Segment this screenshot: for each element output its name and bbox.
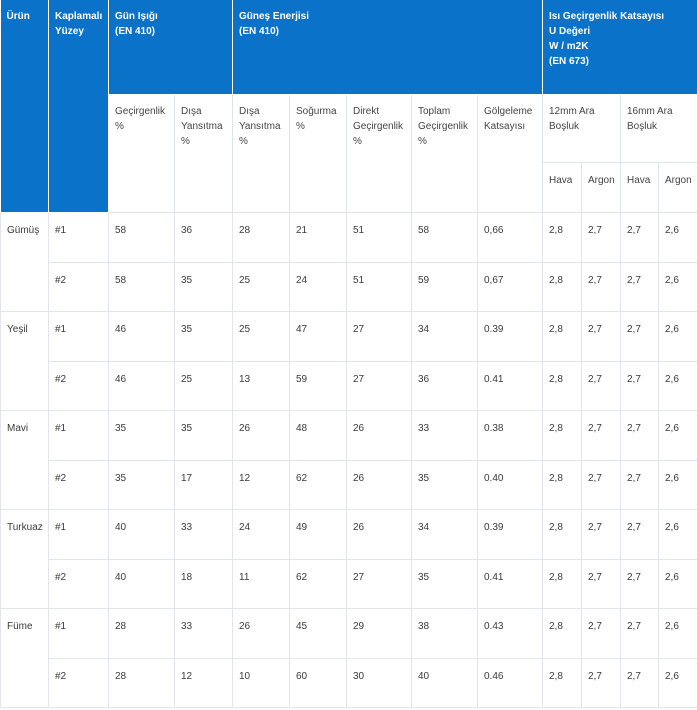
table-row xyxy=(1,460,697,509)
table-cell: 27 xyxy=(347,311,412,361)
table-cell: 21 xyxy=(290,212,347,262)
table-cell: 30 xyxy=(347,658,412,707)
table-cell: 35 xyxy=(175,410,233,460)
table-cell: 2,8 xyxy=(543,212,582,262)
table-cell: 18 xyxy=(175,559,233,608)
table-cell: 46 xyxy=(109,361,175,410)
header-sub: Gölgeleme Katsayısı xyxy=(478,94,543,212)
table-cell: 40 xyxy=(109,509,175,559)
table-cell: 35 xyxy=(109,460,175,509)
table-cell: 35 xyxy=(412,559,478,608)
table-cell: 28 xyxy=(109,608,175,658)
table-cell: 2,7 xyxy=(582,559,621,608)
table-cell: 2,6 xyxy=(659,509,697,559)
table-cell: 62 xyxy=(290,559,347,608)
table-cell: 2,8 xyxy=(543,608,582,658)
product-name: Mavi xyxy=(1,410,49,509)
header-gap-16mm: 16mm Ara Boşluk xyxy=(621,94,697,162)
table-cell: 38 xyxy=(412,608,478,658)
surface-code: #2 xyxy=(49,559,109,608)
table-cell: 2,7 xyxy=(621,361,659,410)
surface-code: #1 xyxy=(49,608,109,658)
table-cell: 35 xyxy=(109,410,175,460)
product-name: Turkuaz xyxy=(1,509,49,608)
table-cell: 2,7 xyxy=(582,212,621,262)
header-air: Hava xyxy=(621,162,659,212)
table-cell: 11 xyxy=(233,559,290,608)
table-cell: 34 xyxy=(412,311,478,361)
table-cell: 62 xyxy=(290,460,347,509)
table-cell: 45 xyxy=(290,608,347,658)
table-cell: 13 xyxy=(233,361,290,410)
table-cell: 2,7 xyxy=(582,608,621,658)
table-cell: 29 xyxy=(347,608,412,658)
header-daylight: Gün Işığı (EN 410) xyxy=(109,0,233,94)
table-cell: 36 xyxy=(175,212,233,262)
header-argon: Argon xyxy=(582,162,621,212)
table-cell: 12 xyxy=(233,460,290,509)
table-cell: 2,7 xyxy=(621,311,659,361)
table-cell: 2,6 xyxy=(659,658,697,707)
table-cell: 10 xyxy=(233,658,290,707)
table-row xyxy=(1,361,697,410)
table-cell: 27 xyxy=(347,559,412,608)
table-cell: 2,7 xyxy=(621,212,659,262)
table-cell: 0,67 xyxy=(478,262,543,311)
header-thermal-transmittance: Isı Geçirgenlik Katsayısı U Değeri W / m2K (EN 673) xyxy=(543,0,697,94)
surface-code: #1 xyxy=(49,410,109,460)
table-cell: 2,8 xyxy=(543,311,582,361)
table-cell: 25 xyxy=(233,262,290,311)
table-cell: 58 xyxy=(109,262,175,311)
table-cell: 58 xyxy=(109,212,175,262)
table-cell: 0.46 xyxy=(478,658,543,707)
table-cell: 59 xyxy=(290,361,347,410)
table-row xyxy=(1,212,697,262)
header-product: Ürün xyxy=(1,0,49,212)
table-cell: 0.40 xyxy=(478,460,543,509)
table-cell: 24 xyxy=(290,262,347,311)
table-cell: 2,7 xyxy=(621,608,659,658)
table-cell: 47 xyxy=(290,311,347,361)
table-cell: 2,6 xyxy=(659,311,697,361)
table-cell: 2,6 xyxy=(659,361,697,410)
table-cell: 27 xyxy=(347,361,412,410)
surface-code: #2 xyxy=(49,460,109,509)
table-cell: 35 xyxy=(175,262,233,311)
header-sub: Direkt Geçirgenlik % xyxy=(347,94,412,212)
table-cell: 36 xyxy=(412,361,478,410)
table-cell: 49 xyxy=(290,509,347,559)
table-cell: 33 xyxy=(412,410,478,460)
table-cell: 2,7 xyxy=(582,410,621,460)
table-cell: 26 xyxy=(233,410,290,460)
header-sub: Dışa Yansıtma % xyxy=(233,94,290,212)
table-cell: 2,7 xyxy=(621,262,659,311)
table-cell: 2,7 xyxy=(621,559,659,608)
table-cell: 12 xyxy=(175,658,233,707)
table-cell: 0.39 xyxy=(478,509,543,559)
header-coated-surface: Kaplamalı Yüzey xyxy=(49,0,109,212)
surface-code: #1 xyxy=(49,509,109,559)
surface-code: #1 xyxy=(49,311,109,361)
table-cell: 2,8 xyxy=(543,658,582,707)
table-cell: 2,7 xyxy=(582,509,621,559)
table-cell: 26 xyxy=(233,608,290,658)
table-cell: 35 xyxy=(412,460,478,509)
table-cell: 40 xyxy=(109,559,175,608)
header-sub: Soğurma % xyxy=(290,94,347,212)
table-cell: 26 xyxy=(347,410,412,460)
table-cell: 58 xyxy=(412,212,478,262)
table-row xyxy=(1,410,697,460)
table-cell: 33 xyxy=(175,509,233,559)
header-sub: Dışa Yansıtma % xyxy=(175,94,233,212)
table-cell: 25 xyxy=(175,361,233,410)
surface-code: #2 xyxy=(49,262,109,311)
table-cell: 2,7 xyxy=(582,311,621,361)
table-cell: 2,6 xyxy=(659,608,697,658)
table-cell: 51 xyxy=(347,212,412,262)
table-cell: 28 xyxy=(233,212,290,262)
table-cell: 24 xyxy=(233,509,290,559)
table-cell: 46 xyxy=(109,311,175,361)
table-cell: 0.38 xyxy=(478,410,543,460)
table-cell: 25 xyxy=(233,311,290,361)
table-cell: 2,7 xyxy=(621,460,659,509)
table-cell: 2,7 xyxy=(621,658,659,707)
table-cell: 2,6 xyxy=(659,410,697,460)
product-name: Füme xyxy=(1,608,49,707)
header-sub: Geçirgenlik % xyxy=(109,94,175,212)
table-cell: 2,6 xyxy=(659,460,697,509)
table-cell: 40 xyxy=(412,658,478,707)
table-cell: 60 xyxy=(290,658,347,707)
table-cell: 48 xyxy=(290,410,347,460)
table-cell: 2,8 xyxy=(543,262,582,311)
product-name: Yeşil xyxy=(1,311,49,410)
header-gap-12mm: 12mm Ara Boşluk xyxy=(543,94,621,162)
header-argon: Argon xyxy=(659,162,697,212)
table-cell: 0.43 xyxy=(478,608,543,658)
table-cell: 2,8 xyxy=(543,410,582,460)
table-cell: 2,8 xyxy=(543,509,582,559)
table-cell: 2,6 xyxy=(659,559,697,608)
table-cell: 2,7 xyxy=(582,460,621,509)
table-row xyxy=(1,658,697,707)
surface-code: #2 xyxy=(49,658,109,707)
table-cell: 2,7 xyxy=(621,410,659,460)
table-cell: 2,8 xyxy=(543,361,582,410)
table-cell: 0.41 xyxy=(478,559,543,608)
table-cell: 2,7 xyxy=(582,658,621,707)
table-row xyxy=(1,608,697,658)
table-cell: 2,7 xyxy=(621,509,659,559)
table-row xyxy=(1,559,697,608)
header-air: Hava xyxy=(543,162,582,212)
table-row xyxy=(1,262,697,311)
product-name: Gümüş xyxy=(1,212,49,311)
table-cell: 2,8 xyxy=(543,460,582,509)
table-row xyxy=(1,509,697,559)
header-sub: Toplam Geçirgenlik % xyxy=(412,94,478,212)
table-cell: 26 xyxy=(347,460,412,509)
header-solar-energy: Güneş Enerjisi (EN 410) xyxy=(233,0,543,94)
table-cell: 28 xyxy=(109,658,175,707)
table-cell: 2,7 xyxy=(582,262,621,311)
table-cell: 17 xyxy=(175,460,233,509)
table-cell: 2,8 xyxy=(543,559,582,608)
table-row xyxy=(1,311,697,361)
table-cell: 51 xyxy=(347,262,412,311)
table-cell: 0,66 xyxy=(478,212,543,262)
table-cell: 33 xyxy=(175,608,233,658)
table-cell: 2,7 xyxy=(582,361,621,410)
surface-code: #1 xyxy=(49,212,109,262)
surface-code: #2 xyxy=(49,361,109,410)
table-cell: 34 xyxy=(412,509,478,559)
table-cell: 59 xyxy=(412,262,478,311)
table-cell: 2,6 xyxy=(659,262,697,311)
table-cell: 2,6 xyxy=(659,212,697,262)
table-cell: 0.39 xyxy=(478,311,543,361)
table-cell: 26 xyxy=(347,509,412,559)
table-cell: 35 xyxy=(175,311,233,361)
table-cell: 0.41 xyxy=(478,361,543,410)
